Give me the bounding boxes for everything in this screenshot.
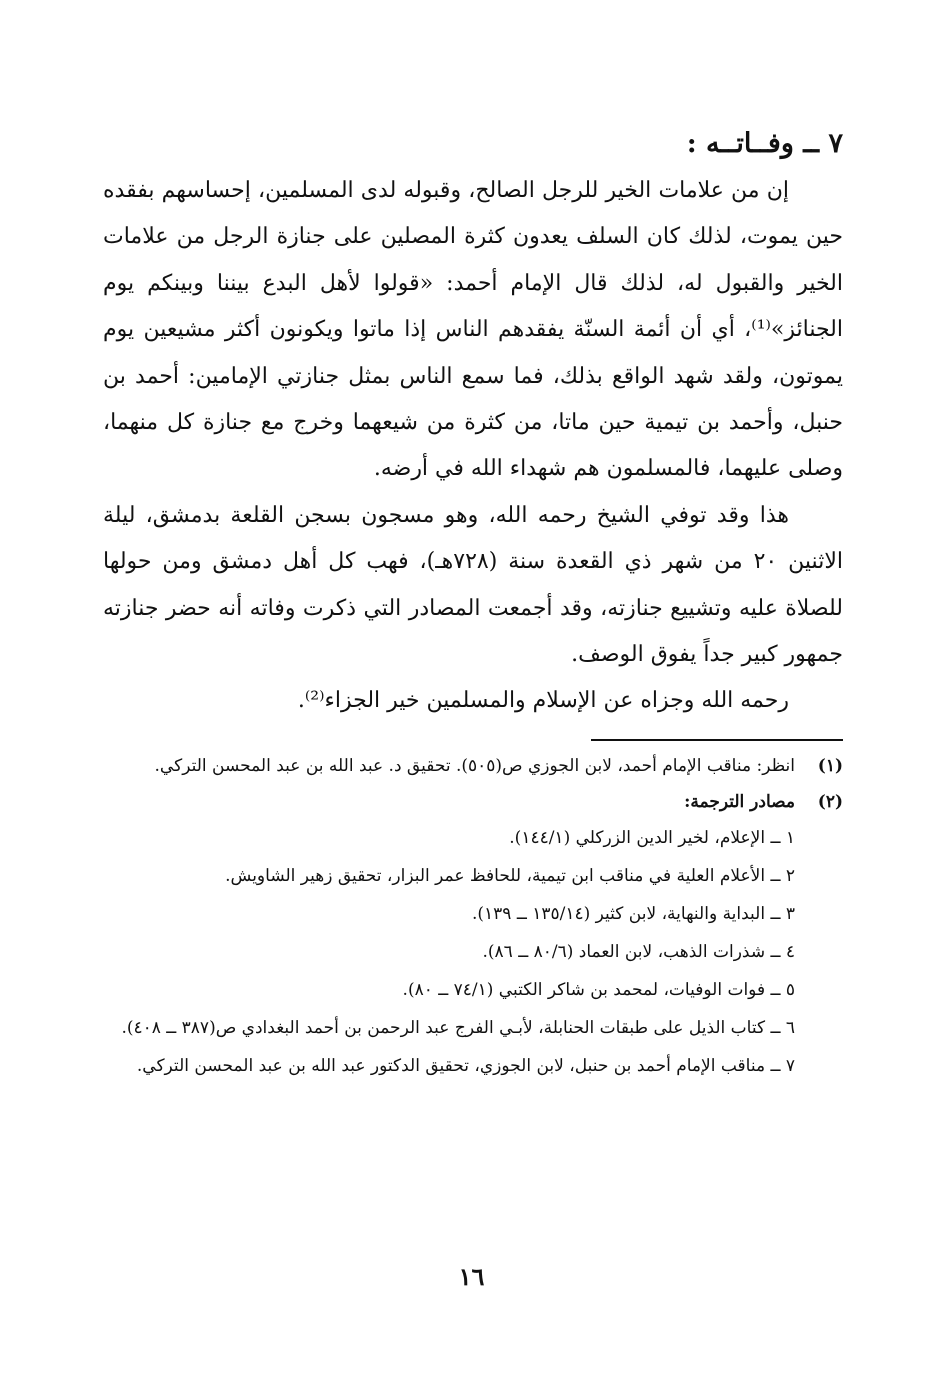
source-item: ٦ ــ كتاب الذيل على طبقات الحنابلة، لأبـي الفرج عبد الرحمن بن أحمد البغدادي ص(٣٨٧ ــ ٤٠٨). [121,1018,795,1038]
source-item: ٧ ــ مناقب الإمام أحمد بن حنبل، لابن الجوزي، تحقيق الدكتور عبد الله بن عبد المحسن التركي. [136,1056,795,1076]
source-list [103,822,843,1082]
source-item: ٢ ــ الأعلام العلية في مناقب ابن تيمية، للحافظ عمر البزار، تحقيق زهير الشاويش. [225,866,795,886]
footnote-text: انظر: مناقب الإمام أحمد، لابن الجوزي ص(٥٠٥). تحقيق د. عبد الله بن عبد المحسن التركي. [154,756,795,776]
footnote-number: (١) [817,756,843,776]
page-number: ١٦ [458,1262,485,1291]
source-item: ٤ ــ شذرات الذهب، لابن العماد (٨٠/٦ ــ ٨٦). [482,942,795,962]
paragraph-1: إن من علامات الخير للرجل الصالح، وقبوله لدى المسلمين، إحساسهم بفقده حين يموت، لذلك كان السلف يعدون كثرة المصلين على جنازة الرجل من علامات الخير والقبول له، لذلك قال الإمام أحمد: «قولوا لأهل البدع بيننا وبينكم يوم الجنائز»⁽¹⁾، أي أن أئمة السنّة يفقدهم الناس إذا ماتوا ويكونون أكثر مشيعين يوم يموتون، ولقد شهد الواقع بذلك، فما سمع الناس بمثل جنازتي الإمامين: أحمد بن حنبل، وأحمد بن تيمية حين ماتا، من كثرة من شيعهما وخرج مع جنازة كل منهما، وصلى عليهما، فالمسلمون هم شهداء الله في أرضه. [103,178,843,482]
footnote-number: (٢) [817,792,843,812]
footnotes [103,750,843,1088]
source-item: ١ ــ الإعلام، لخير الدين الزركلي (١٤٤/١). [509,828,795,848]
main-text [103,168,843,725]
section-heading: ٧ ــ وفــاتــه : [686,128,843,159]
source-item: ٥ ــ فوات الوفيات، لمحمد بن شاكر الكتبي (٧٤/١ ــ ٨٠). [402,980,795,1000]
paragraph-3: رحمه الله وجزاه عن الإسلام والمسلمين خير الجزاء⁽²⁾. [297,688,789,714]
footnote-2 [103,786,843,818]
footnote-1 [103,750,843,782]
footnote-title: مصادر الترجمة: [684,792,795,812]
footnote-separator [591,739,843,741]
paragraph-2: هذا وقد توفي الشيخ رحمه الله، وهو مسجون بسجن القلعة بدمشق، ليلة الاثنين ٢٠ من شهر ذي القعدة سنة (٧٢٨هـ)، فهب كل أهل دمشق ومن حولها للصلاة عليه وتشييع جنازته، وقد أجمعت المصادر التي ذكرت وفاته أنه حضر جنازته جمهور كبير جداً يفوق الوصف. [103,502,843,668]
source-item: ٣ ــ البداية والنهاية، لابن كثير (١٣٥/١٤ ــ ١٣٩). [472,904,795,924]
